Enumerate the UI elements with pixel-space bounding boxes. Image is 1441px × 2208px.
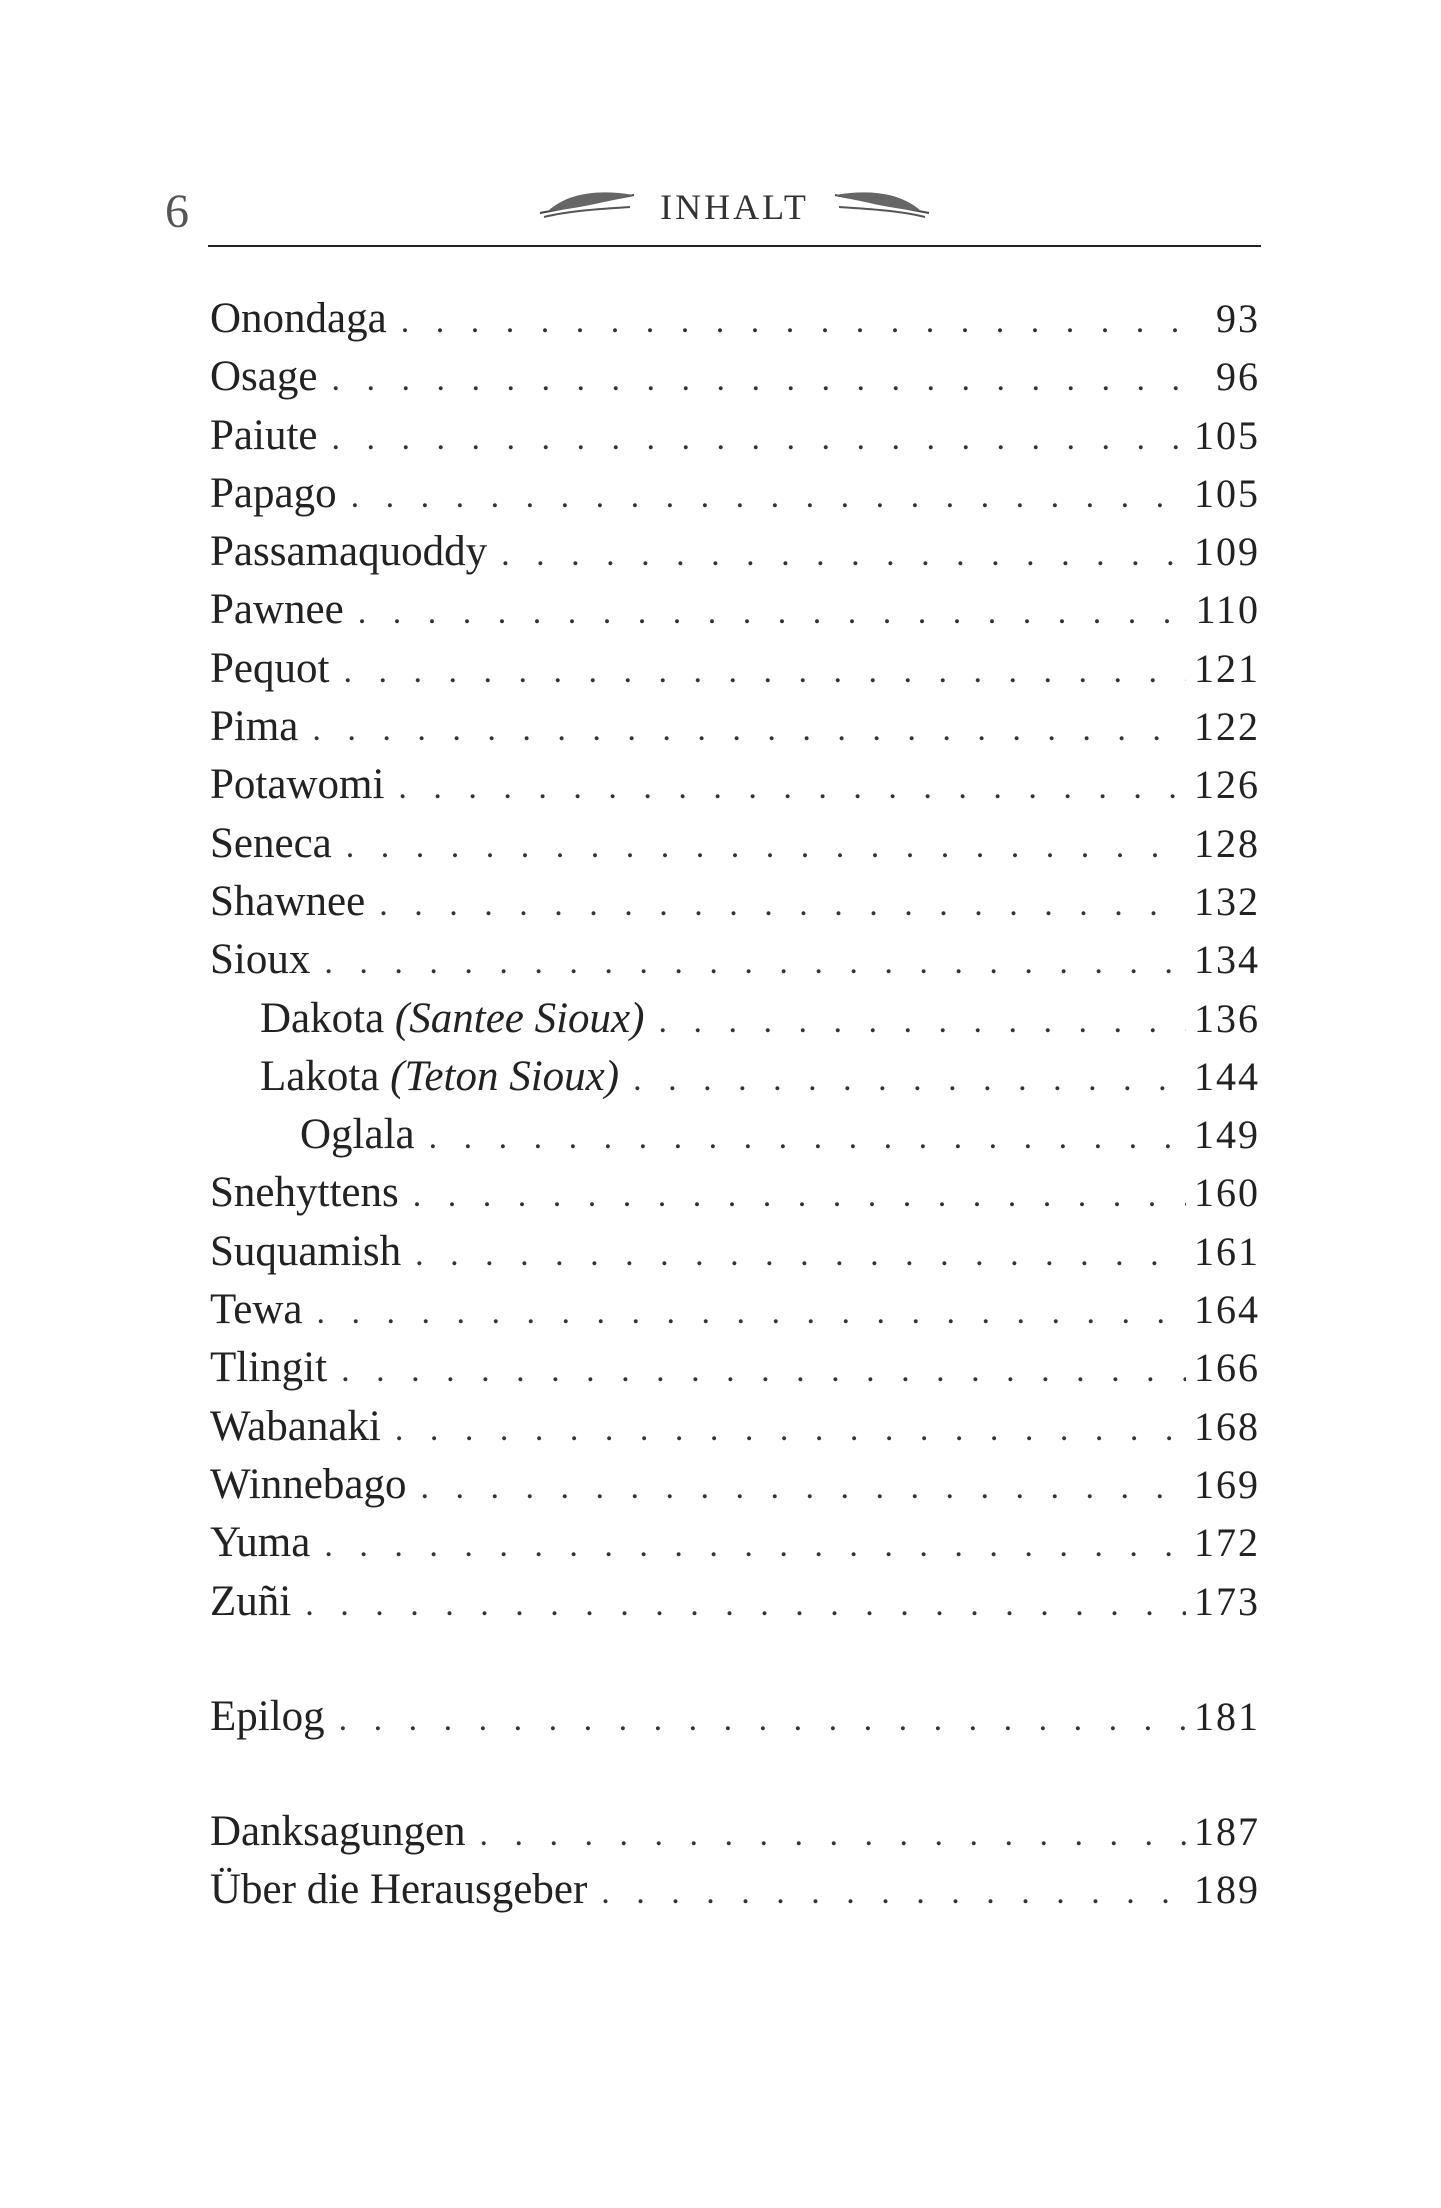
feather-ornament-icon <box>538 187 638 227</box>
toc-entry[interactable] <box>210 931 1260 989</box>
toc-page-number: 110 <box>1195 587 1260 633</box>
toc-entry[interactable] <box>210 407 1260 465</box>
dot-leader <box>413 1167 1186 1225</box>
toc-entry[interactable] <box>210 1223 1260 1281</box>
toc-entry-subtitle: (Teton Sioux) <box>390 1052 620 1100</box>
toc-entry-name: Shawnee <box>210 877 366 925</box>
dot-leader <box>379 876 1186 934</box>
toc-entry-name: Tewa <box>210 1286 303 1334</box>
toc-entry-title <box>210 581 344 639</box>
toc-entry[interactable] <box>210 1339 1260 1397</box>
toc-entry-title <box>210 640 329 698</box>
toc-page-number: 134 <box>1194 937 1260 983</box>
toc-page-number: 96 <box>1216 354 1260 400</box>
toc-entry-title <box>210 1514 310 1572</box>
toc-entry-title <box>210 1164 399 1222</box>
toc-entry-title <box>210 1573 291 1631</box>
toc-page-number: 166 <box>1194 1345 1260 1391</box>
toc-entry-title <box>210 1456 406 1514</box>
toc-entry[interactable] <box>210 1281 1260 1339</box>
toc-page-number: 109 <box>1194 529 1260 575</box>
toc-entry-title <box>210 756 384 814</box>
dot-leader <box>351 468 1186 526</box>
toc-entry-name: Paiute <box>210 411 318 459</box>
toc-entry[interactable] <box>210 1514 1260 1572</box>
toc-page-number: 132 <box>1194 878 1260 924</box>
toc-entry-title <box>210 1223 401 1281</box>
table-of-contents <box>210 290 1260 1920</box>
toc-entry-name: Pawnee <box>210 586 344 634</box>
running-header <box>208 186 1261 228</box>
dot-leader <box>415 1226 1186 1284</box>
toc-entry-name: Yuma <box>210 1519 311 1567</box>
dot-leader <box>324 934 1186 992</box>
toc-page-number: 126 <box>1194 762 1260 808</box>
toc-entry[interactable] <box>210 1573 1260 1631</box>
toc-entry[interactable] <box>210 756 1260 814</box>
toc-page-number: 172 <box>1194 1520 1260 1566</box>
dot-leader <box>501 526 1186 584</box>
toc-entry[interactable] <box>210 1398 1260 1456</box>
toc-entry-title <box>210 1048 619 1106</box>
toc-entry[interactable] <box>210 1456 1260 1514</box>
dot-leader <box>601 1864 1186 1922</box>
toc-page-number: 136 <box>1194 995 1260 1041</box>
dot-leader <box>358 584 1188 642</box>
toc-page-number: 168 <box>1194 1403 1260 1449</box>
toc-entry-name: Wabanaki <box>210 1402 381 1450</box>
toc-entry-name: Epilog <box>210 1692 325 1740</box>
toc-entry-name: Über die Herausgeber <box>210 1866 588 1914</box>
toc-entry-name: Lakota <box>260 1052 380 1100</box>
toc-entry-name: Seneca <box>210 819 332 867</box>
toc-entry-name: Pima <box>210 703 299 751</box>
toc-page-number: 128 <box>1194 820 1260 866</box>
toc-entry-name: Papago <box>210 469 337 517</box>
toc-page-number: 161 <box>1194 1228 1260 1274</box>
header-title: INHALT <box>660 187 809 227</box>
toc-page-number: 121 <box>1194 645 1260 691</box>
toc-entry-name: Sioux <box>210 936 311 984</box>
toc-entry-name: Tlingit <box>210 1344 328 1392</box>
toc-page-number: 173 <box>1194 1578 1260 1624</box>
toc-entry[interactable] <box>210 1048 1260 1106</box>
toc-entry-title <box>210 1803 466 1861</box>
toc-entry-name: Osage <box>210 353 318 401</box>
dot-leader <box>343 643 1186 701</box>
dot-leader <box>339 1691 1186 1749</box>
toc-page-number: 105 <box>1194 412 1260 458</box>
dot-leader <box>346 818 1186 876</box>
toc-entry[interactable] <box>210 873 1260 931</box>
toc-entry[interactable] <box>210 640 1260 698</box>
toc-entry-title <box>210 815 332 873</box>
dot-leader <box>420 1459 1186 1517</box>
feather-ornament-icon <box>831 187 931 227</box>
header-rule <box>208 245 1261 247</box>
dot-leader <box>331 351 1208 409</box>
toc-entry-subtitle: (Santee Sioux) <box>394 994 645 1042</box>
toc-entry[interactable] <box>210 290 1260 348</box>
toc-page-number: 160 <box>1194 1170 1260 1216</box>
toc-entry-name: Winnebago <box>210 1460 407 1508</box>
toc-page-number: 122 <box>1194 704 1260 750</box>
toc-entry-name: Oglala <box>300 1111 415 1159</box>
toc-page-number: 189 <box>1194 1867 1260 1913</box>
toc-entry-name: Suquamish <box>210 1227 402 1275</box>
toc-entry-title <box>210 931 310 989</box>
toc-page-number: 144 <box>1194 1053 1260 1099</box>
toc-entry[interactable] <box>210 1861 1260 1919</box>
dot-leader <box>401 293 1208 351</box>
toc-entry[interactable] <box>210 1164 1260 1222</box>
toc-entry[interactable] <box>210 348 1260 406</box>
toc-entry-name: Passamaquoddy <box>210 528 488 576</box>
toc-page-number: 93 <box>1216 296 1260 341</box>
toc-entry[interactable] <box>210 990 1260 1048</box>
toc-entry-name: Dakota <box>260 994 385 1042</box>
toc-entry-title <box>210 1106 415 1164</box>
toc-entry[interactable] <box>210 1106 1260 1164</box>
toc-entry-title <box>210 873 365 931</box>
toc-page-number: 187 <box>1194 1809 1260 1855</box>
toc-entry[interactable] <box>210 815 1260 873</box>
toc-entry-name: Onondaga <box>210 295 387 342</box>
toc-entry-title <box>210 1339 327 1397</box>
dot-leader <box>317 1284 1187 1342</box>
dot-leader <box>341 1342 1186 1400</box>
toc-entry-title <box>210 698 298 756</box>
toc-page-number: 149 <box>1194 1112 1260 1158</box>
toc-entry-name: Potawomi <box>210 761 385 809</box>
dot-leader <box>324 1517 1186 1575</box>
toc-page-number: 181 <box>1194 1693 1260 1739</box>
toc-entry-name: Danksagungen <box>210 1808 466 1856</box>
toc-entry[interactable] <box>210 1803 1260 1861</box>
toc-entry[interactable] <box>210 581 1260 639</box>
toc-entry-name: Snehyttens <box>210 1169 399 1217</box>
toc-page-number: 169 <box>1194 1461 1260 1507</box>
toc-entry-title <box>210 407 317 465</box>
toc-entry-title <box>210 465 337 523</box>
dot-leader <box>658 993 1186 1051</box>
toc-entry[interactable] <box>210 1688 1260 1746</box>
page-number: 6 <box>165 185 189 238</box>
toc-entry[interactable] <box>210 523 1260 581</box>
toc-page-number: 164 <box>1194 1287 1260 1333</box>
dot-leader <box>633 1051 1186 1109</box>
dot-leader <box>305 1576 1186 1634</box>
toc-entry-name: Pequot <box>210 644 330 692</box>
dot-leader <box>331 410 1186 468</box>
toc-entry-title <box>210 523 487 581</box>
toc-entry-title <box>210 1398 381 1456</box>
toc-entry-name: Zuñi <box>210 1577 292 1625</box>
toc-page-number: 105 <box>1194 470 1260 516</box>
dot-leader <box>398 759 1186 817</box>
toc-entry-title <box>210 348 317 406</box>
toc-entry-title <box>210 1688 325 1746</box>
toc-entry-title <box>210 290 387 348</box>
dot-leader <box>480 1806 1186 1864</box>
dot-leader <box>395 1401 1186 1459</box>
toc-entry[interactable] <box>210 465 1260 523</box>
dot-leader <box>312 701 1186 759</box>
toc-entry-title <box>210 1861 587 1919</box>
toc-entry-title <box>210 1281 303 1339</box>
toc-entry-title <box>210 990 644 1048</box>
dot-leader <box>429 1109 1186 1167</box>
toc-entry[interactable] <box>210 698 1260 756</box>
